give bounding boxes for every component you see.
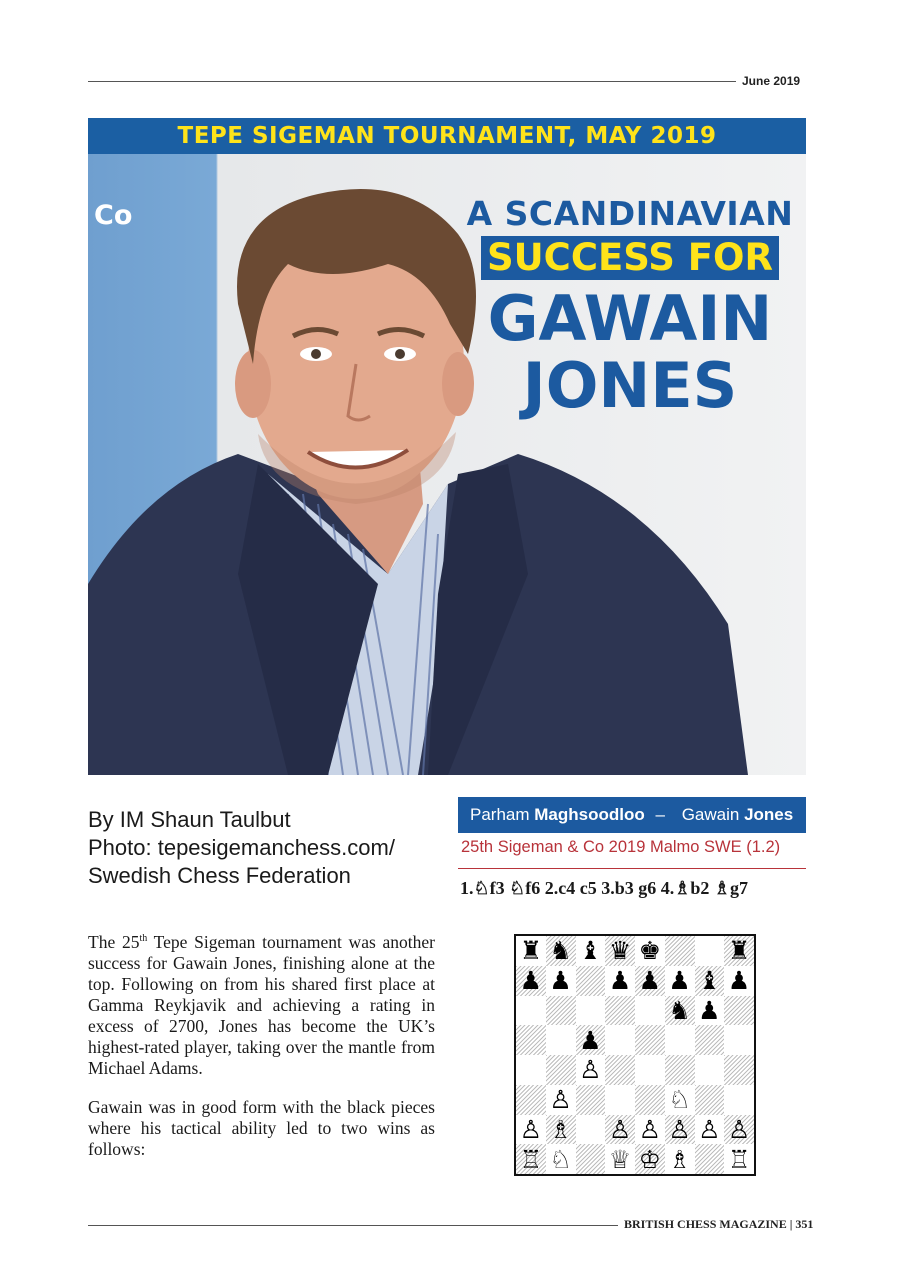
board-square — [724, 1055, 754, 1085]
page-footer: BRITISH CHESS MAGAZINE | 351 — [624, 1217, 814, 1231]
chess-piece-icon: ♙ — [668, 1114, 691, 1144]
board-square — [546, 1055, 576, 1085]
board-square — [605, 966, 635, 996]
chess-piece-icon: ♗ — [549, 1114, 572, 1144]
chess-piece-icon: ♛ — [608, 936, 632, 966]
headline — [460, 194, 800, 422]
board-square — [665, 936, 695, 966]
board-square — [665, 996, 695, 1026]
chess-piece-icon: ♙ — [727, 1114, 751, 1144]
issue-date: June 2019 — [742, 74, 801, 88]
board-square — [695, 936, 725, 966]
footer-rule — [88, 1225, 618, 1226]
board-square — [724, 1025, 754, 1055]
chess-piece-icon: ♙ — [608, 1114, 632, 1144]
chess-board — [516, 936, 754, 1174]
board-square — [605, 1115, 635, 1145]
chess-piece-icon: ♙ — [638, 1114, 662, 1144]
board-square — [516, 1055, 546, 1085]
board-square — [605, 1144, 635, 1174]
board-square — [635, 1144, 665, 1174]
article-paragraph-1: The 25th Tepe Sigeman tournament was another success for Gawain Jones, finishing alone at the top. Following on from his shared first place at Gamma Reykjavik and achieving a rating in excess of 2700, Jones has become the UK’s highest-rated player, taking over the mantle from Michael Adams. — [88, 931, 435, 1078]
board-square — [516, 1025, 546, 1055]
board-square — [635, 996, 665, 1026]
board-square — [695, 1055, 725, 1085]
board-square — [516, 1144, 546, 1174]
article-paragraph-2: Gawain was in good form with the black pieces where his tactical ability led to two wins as follows: — [88, 1096, 435, 1159]
chess-piece-icon: ♔ — [638, 1144, 662, 1174]
board-square — [635, 1055, 665, 1085]
headline-line-1: A SCANDINAVIAN — [466, 194, 794, 233]
chess-piece-icon: ♟ — [549, 966, 572, 996]
chess-piece-icon: ♙ — [519, 1114, 543, 1144]
chess-piece-icon: ♝ — [579, 936, 602, 966]
board-square — [635, 936, 665, 966]
chess-piece-icon: ♜ — [519, 936, 543, 966]
board-square — [576, 1055, 606, 1085]
byline — [88, 806, 395, 890]
board-square — [724, 1085, 754, 1115]
chess-piece-icon: ♜ — [727, 936, 751, 966]
headline-line-3: GAWAIN — [487, 282, 773, 355]
photo-credit-org: Swedish Chess Federation — [88, 863, 351, 888]
players-separator: – — [655, 805, 665, 824]
chess-diagram — [514, 934, 756, 1176]
chess-piece-icon: ♖ — [727, 1144, 751, 1174]
board-square — [665, 1085, 695, 1115]
backdrop-logo-text: Co — [94, 200, 133, 231]
board-square — [635, 1085, 665, 1115]
board-square — [635, 1025, 665, 1055]
board-square — [576, 1144, 606, 1174]
board-square — [695, 1025, 725, 1055]
board-square — [724, 966, 754, 996]
headline-line-2: SUCCESS FOR — [481, 236, 779, 280]
chess-piece-icon: ♖ — [519, 1144, 543, 1174]
board-square — [546, 1144, 576, 1174]
board-square — [516, 996, 546, 1026]
board-square — [605, 1025, 635, 1055]
board-square — [635, 966, 665, 996]
board-square — [695, 996, 725, 1026]
board-square — [516, 936, 546, 966]
author-line: By IM Shaun Taulbut — [88, 807, 291, 832]
board-square — [635, 1115, 665, 1145]
white-player: Parham Maghsoodloo — [470, 805, 645, 824]
board-square — [665, 1115, 695, 1145]
chess-piece-icon: ♗ — [668, 1144, 691, 1174]
board-square — [605, 936, 635, 966]
black-player: Gawain Jones — [681, 805, 794, 824]
board-square — [605, 1085, 635, 1115]
board-square — [546, 1085, 576, 1115]
board-square — [516, 966, 546, 996]
board-square — [546, 996, 576, 1026]
chess-piece-icon: ♙ — [549, 1085, 572, 1115]
board-square — [576, 1115, 606, 1145]
chess-piece-icon: ♘ — [668, 1085, 691, 1115]
board-square — [724, 936, 754, 966]
header-rule — [88, 81, 736, 82]
board-square — [724, 996, 754, 1026]
chess-piece-icon: ♞ — [668, 995, 691, 1025]
chess-piece-icon: ♝ — [698, 966, 721, 996]
game-event: 25th Sigeman & Co 2019 Malmo SWE (1.2) — [461, 838, 781, 856]
board-square — [576, 1085, 606, 1115]
chess-piece-icon: ♞ — [549, 936, 572, 966]
board-square — [546, 936, 576, 966]
board-square — [665, 966, 695, 996]
board-square — [724, 1144, 754, 1174]
chess-piece-icon: ♟ — [698, 995, 721, 1025]
chess-piece-icon: ♟ — [638, 966, 662, 996]
chess-piece-icon: ♟ — [519, 966, 543, 996]
chess-piece-icon: ♙ — [579, 1055, 602, 1085]
game-players-header — [458, 797, 806, 833]
board-square — [576, 996, 606, 1026]
headline-line-4: JONES — [522, 349, 738, 422]
board-square — [665, 1025, 695, 1055]
board-square — [576, 936, 606, 966]
article-body — [88, 928, 435, 1178]
chess-piece-icon: ♚ — [638, 936, 662, 966]
chess-piece-icon: ♟ — [727, 966, 751, 996]
board-square — [546, 1115, 576, 1145]
chess-piece-icon: ♟ — [579, 1025, 602, 1055]
chess-piece-icon: ♟ — [668, 966, 691, 996]
board-square — [695, 1115, 725, 1145]
board-square — [695, 1144, 725, 1174]
board-square — [665, 1144, 695, 1174]
board-square — [724, 1115, 754, 1145]
board-square — [546, 966, 576, 996]
chess-piece-icon: ♟ — [608, 966, 632, 996]
chess-piece-icon: ♙ — [698, 1114, 721, 1144]
board-square — [516, 1085, 546, 1115]
board-square — [665, 1055, 695, 1085]
board-square — [605, 996, 635, 1026]
chess-piece-icon: ♕ — [608, 1144, 632, 1174]
board-square — [605, 1055, 635, 1085]
tournament-banner: TEPE SIGEMAN TOURNAMENT, MAY 2019 — [88, 118, 806, 154]
hero-image — [88, 118, 806, 775]
chess-piece-icon: ♘ — [549, 1144, 572, 1174]
board-square — [576, 1025, 606, 1055]
photo-credit-line: Photo: tepesigemanchess.com/ — [88, 835, 395, 860]
board-square — [546, 1025, 576, 1055]
board-square — [695, 966, 725, 996]
board-square — [576, 966, 606, 996]
board-square — [516, 1115, 546, 1145]
event-rule — [458, 868, 806, 869]
game-moves: 1.♘f3 ♘f6 2.c4 c5 3.b3 g6 4.♗b2 ♗g7 — [460, 878, 749, 898]
board-square — [695, 1085, 725, 1115]
